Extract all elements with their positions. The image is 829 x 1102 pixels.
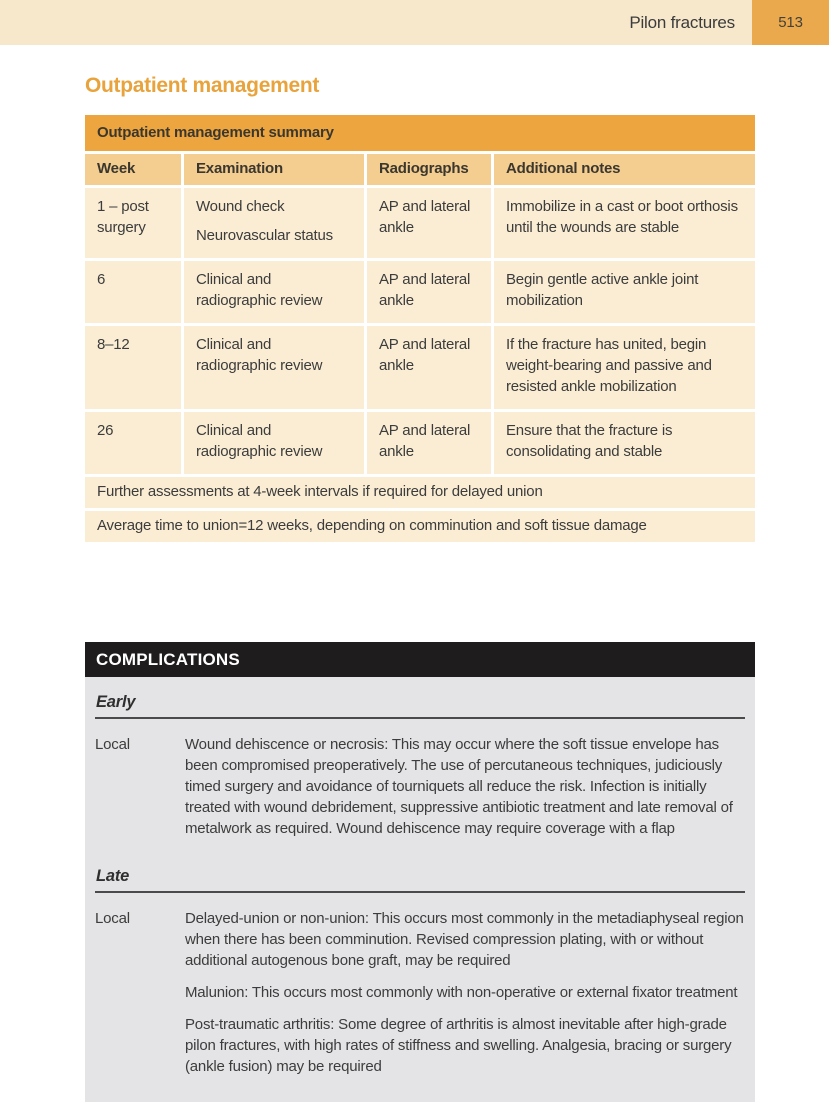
entry-paragraph: Malunion: This occurs most commonly with non-operative or external fixator treatment bbox=[185, 984, 738, 1001]
column-header-additional-notes: Additional notes bbox=[494, 154, 755, 185]
period-heading-early: Early bbox=[95, 690, 745, 719]
complications-panel bbox=[85, 677, 755, 1102]
running-title: Pilon fractures bbox=[629, 12, 735, 32]
page-header bbox=[0, 0, 829, 45]
outpatient-summary-table bbox=[85, 115, 755, 542]
entry-body bbox=[185, 734, 745, 839]
table-cell-radiographs: AP and lateral ankle bbox=[367, 261, 491, 323]
page-content bbox=[85, 74, 755, 1102]
table-cell-week: 1 – post surgery bbox=[85, 188, 181, 258]
table-footnote: Further assessments at 4-week intervals if required for delayed union bbox=[85, 477, 755, 508]
entry-paragraph: Wound dehiscence or necrosis: This may occur where the soft tissue envelope has been compromised preoperatively. The use of percutaneous techniques, judiciously timed surgery and avoidance of tourniquets all reduce the risk. Infection is initially treated with wound debridement, suppressive antibiotic treatment and late removal of metalwork as required. Wound dehiscence may require coverage with a flap bbox=[185, 736, 733, 837]
table-cell-week: 8–12 bbox=[85, 326, 181, 409]
table-grid bbox=[85, 154, 755, 542]
table-cell-examination bbox=[184, 261, 364, 323]
table-cell-notes: Begin gentle active ankle joint mobilization bbox=[494, 261, 755, 323]
section-heading: Outpatient management bbox=[85, 74, 320, 97]
examination-line: Wound check bbox=[196, 198, 285, 215]
entry-paragraph: Delayed-union or non-union: This occurs most commonly in the metadiaphyseal region when there has been comminution. Revised compression plating, with or without additional autogenous bone graft, may be required bbox=[185, 910, 744, 969]
complications-section bbox=[85, 642, 755, 1102]
complications-title: COMPLICATIONS bbox=[96, 649, 240, 669]
table-cell-radiographs: AP and lateral ankle bbox=[367, 188, 491, 258]
examination-line: Clinical and radiographic review bbox=[196, 271, 323, 309]
table-cell-notes: Ensure that the fracture is consolidating and stable bbox=[494, 412, 755, 474]
examination-line: Neurovascular status bbox=[196, 227, 333, 244]
table-cell-notes: Immobilize in a cast or boot orthosis until the wounds are stable bbox=[494, 188, 755, 258]
table-cell-examination bbox=[184, 412, 364, 474]
entry-body bbox=[185, 908, 745, 1077]
column-header-week: Week bbox=[85, 154, 181, 185]
complications-header-bar bbox=[85, 642, 755, 677]
column-header-examination: Examination bbox=[184, 154, 364, 185]
entry-label: Local bbox=[95, 910, 130, 927]
table-cell-week: 6 bbox=[85, 261, 181, 323]
complications-group-early bbox=[95, 690, 745, 839]
table-cell-radiographs: AP and lateral ankle bbox=[367, 326, 491, 409]
complication-entry bbox=[95, 734, 745, 839]
table-cell-radiographs: AP and lateral ankle bbox=[367, 412, 491, 474]
page-number: 513 bbox=[778, 14, 803, 31]
page-number-box bbox=[752, 0, 829, 45]
complication-entry bbox=[95, 908, 745, 1077]
entry-paragraph: Post-traumatic arthritis: Some degree of arthritis is almost inevitable after high-grade pilon fractures, with high rates of stiffness and swelling. Analgesia, bracing or surgery (ankle fusion) may be required bbox=[185, 1016, 732, 1075]
complications-group-late bbox=[95, 864, 745, 1077]
table-cell-week: 26 bbox=[85, 412, 181, 474]
examination-line: Clinical and radiographic review bbox=[196, 422, 323, 460]
column-header-radiographs: Radiographs bbox=[367, 154, 491, 185]
table-title: Outpatient management summary bbox=[85, 115, 755, 151]
table-cell-examination bbox=[184, 188, 364, 258]
table-cell-notes: If the fracture has united, begin weight-bearing and passive and resisted ankle mobilization bbox=[494, 326, 755, 409]
table-footnote: Average time to union=12 weeks, depending on comminution and soft tissue damage bbox=[85, 511, 755, 542]
period-heading-late: Late bbox=[95, 864, 745, 893]
table-cell-examination bbox=[184, 326, 364, 409]
entry-label: Local bbox=[95, 736, 130, 753]
examination-line: Clinical and radiographic review bbox=[196, 336, 323, 374]
